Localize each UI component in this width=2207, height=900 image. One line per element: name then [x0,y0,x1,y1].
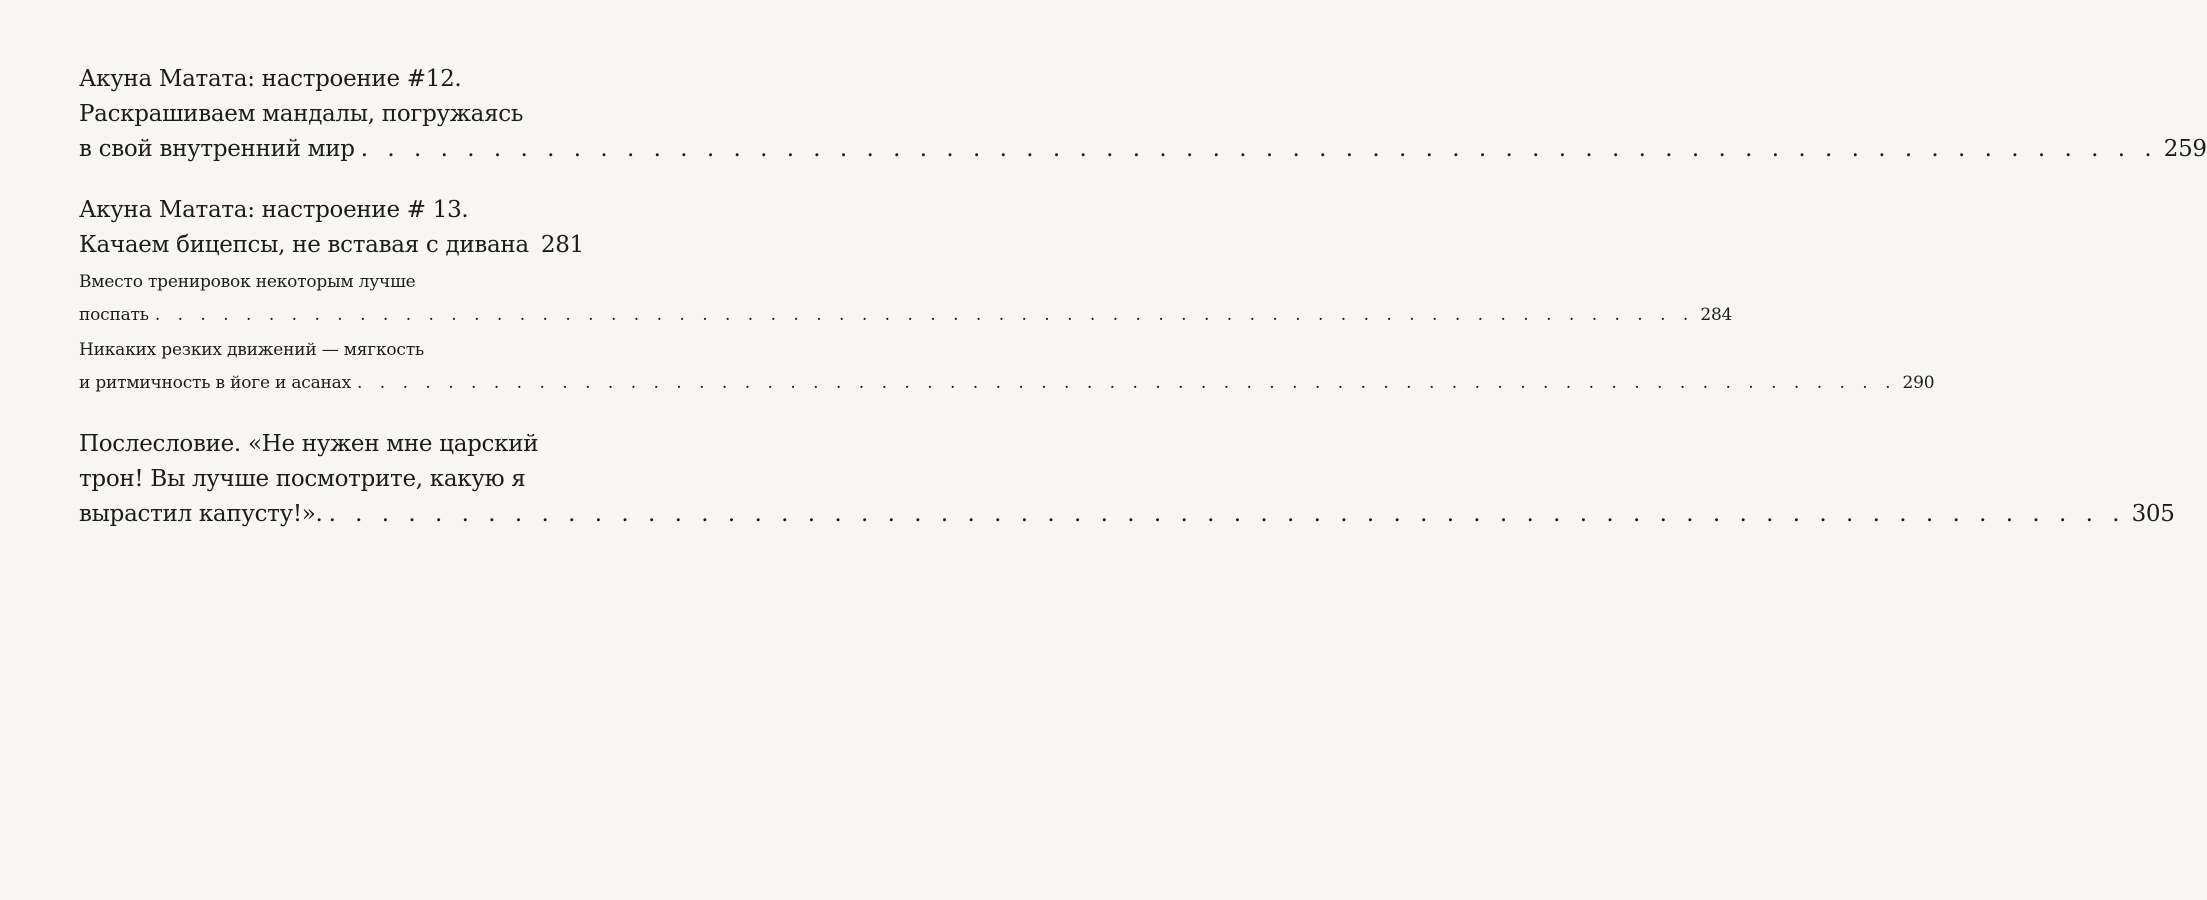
toc-entry-2-line-1 [79,197,577,223]
toc-page-number: 259 [2163,136,2207,162]
toc-entry-5-line-1 [79,431,577,457]
toc-subentry-1-line-1 [79,272,577,292]
leader-dots [357,373,1897,393]
leader-dots [155,305,1695,325]
toc-entry-text: Послесловие. «Не нужен мне царский [79,431,539,457]
leader-dots [329,501,2126,527]
toc-entry-text: Акуна Матата: настроение #12. [79,66,462,92]
toc-entry-text: и ритмичность в йоге и асанах [79,373,351,393]
toc-entry-1-line-3 [79,136,2207,162]
toc-entry-text: Акуна Матата: настроение # 13. [79,197,469,223]
toc-page-number: 305 [2131,501,2175,527]
leader-dots [361,136,2158,162]
toc-page-number: 290 [1902,373,1935,393]
toc-entry-5-line-2 [79,466,577,492]
toc-subentry-2-line-2 [79,373,1935,393]
toc-page-number: 284 [1700,305,1733,325]
toc-entry-text: Раскрашиваем мандалы, погружаясь [79,101,524,127]
toc-entry-2-line-2 [79,232,584,258]
toc-subentry-2-line-1 [79,340,577,360]
toc-entry-text: в свой внутренний мир [79,136,355,162]
toc-entry-5-line-3 [79,501,2175,527]
toc-entry-text: Качаем бицепсы, не вставая с дивана [79,232,529,258]
toc-entry-text: поспать [79,305,149,325]
toc-entry-text: трон! Вы лучше посмотрите, какую я [79,466,526,492]
toc-page-number: 281 [540,232,584,258]
toc-entry-text: вырастил капусту!». [79,501,323,527]
toc-entry-1-line-1 [79,66,577,92]
toc-entry-1-line-2 [79,101,577,127]
toc-entry-text: Вместо тренировок некоторым лучше [79,272,416,292]
toc-entry-text: Никаких резких движений — мягкость [79,340,424,360]
toc-subentry-1-line-2 [79,305,1733,325]
